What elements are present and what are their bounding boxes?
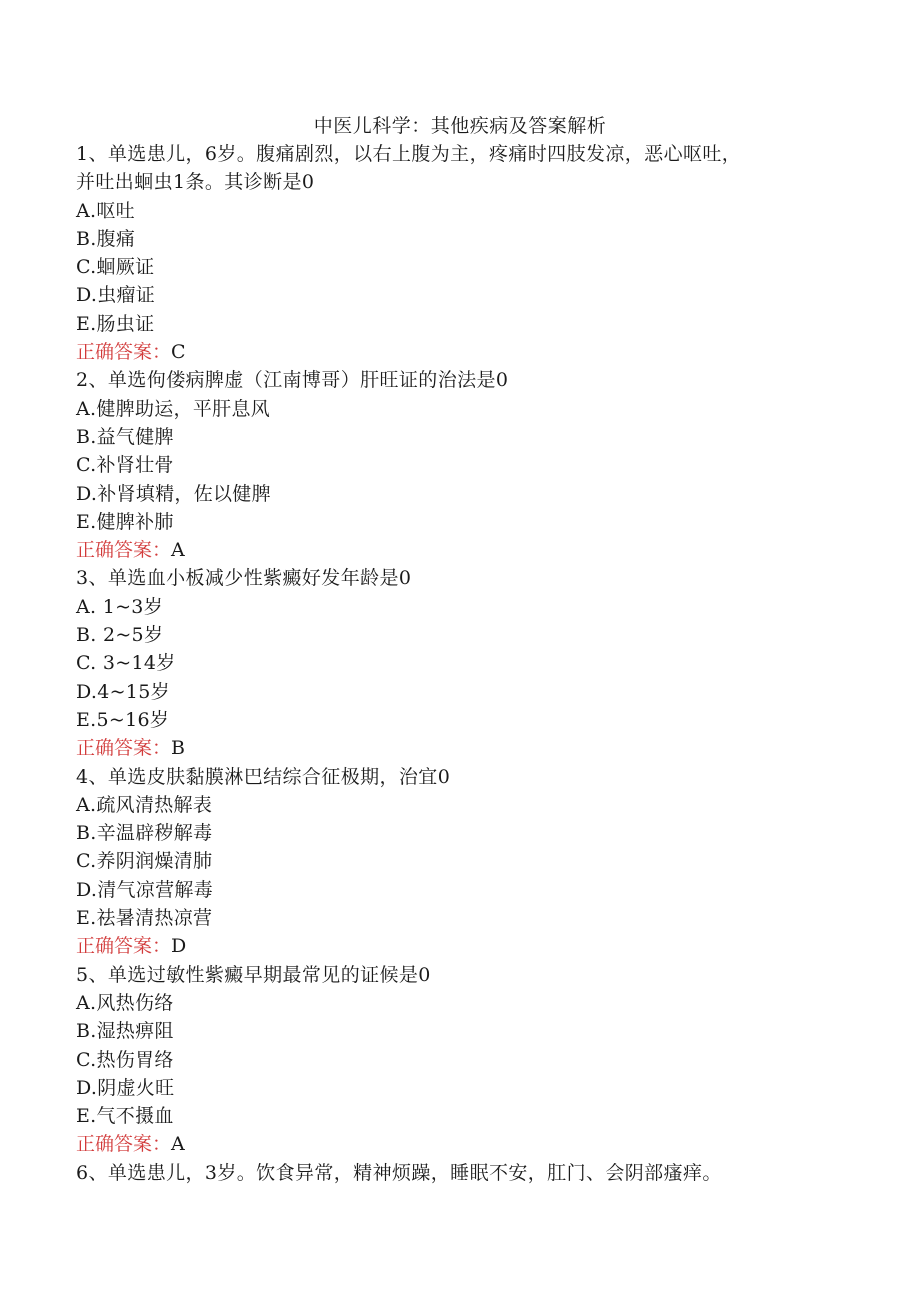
correct-answer-label: 正确答案：	[76, 737, 172, 760]
question-text: 4、单选皮肤黏膜淋巴结综合征极期，治宜0	[76, 765, 451, 788]
correct-answer-value: B	[171, 737, 185, 760]
answer-option: A. 1~3岁	[76, 595, 163, 618]
answer-option: E.健脾补肺	[76, 510, 174, 533]
correct-answer-value: A	[171, 539, 185, 562]
answer-option: E.祛暑清热凉营	[76, 907, 213, 930]
answer-option: B.辛温辟秽解毒	[76, 822, 213, 845]
question-list	[76, 140, 816, 1187]
question-text: 3、单选血小板减少性紫癜好发年龄是0	[76, 567, 412, 590]
correct-answer	[76, 932, 816, 960]
answer-option: E.5~16岁	[76, 708, 170, 731]
answer-option: A.疏风清热解表	[76, 793, 213, 816]
question-block	[76, 1159, 816, 1187]
answer-option: B.腹痛	[76, 227, 136, 250]
correct-answer-value: C	[171, 341, 186, 364]
correct-answer-label: 正确答案：	[76, 539, 172, 562]
question-text: 5、单选过敏性紫癜早期最常见的证候是0	[76, 963, 431, 986]
answer-option: A.呕吐	[76, 199, 135, 222]
correct-answer-value: A	[171, 1133, 185, 1156]
document-title: 中医儿科学：其他疾病及答案解析	[313, 115, 607, 137]
question-text: 并吐出蛔虫1条。其诊断是0	[76, 171, 315, 194]
correct-answer-label: 正确答案：	[76, 341, 172, 364]
question-block	[76, 564, 816, 762]
question-block	[76, 366, 816, 564]
answer-option: C.热伤胃络	[76, 1048, 174, 1071]
answer-option: C.蛔厥证	[76, 256, 155, 279]
answer-option: D.阴虚火旺	[76, 1076, 175, 1099]
correct-answer-label: 正确答案：	[76, 935, 172, 958]
question-block	[76, 961, 816, 1159]
answer-option: A.健脾助运，平肝息风	[76, 397, 271, 420]
answer-option: D.补肾填精，佐以健脾	[76, 482, 271, 505]
answer-option: B. 2~5岁	[76, 624, 164, 647]
question-block	[76, 763, 816, 961]
correct-answer	[76, 1130, 816, 1158]
correct-answer	[76, 734, 816, 762]
question-text: 1、单选患儿，6岁。腹痛剧烈，以右上腹为主，疼痛时四肢发凉，恶心呕吐，	[76, 143, 742, 165]
correct-answer-value: D	[171, 935, 187, 958]
answer-option: D.虫瘤证	[76, 284, 156, 307]
correct-answer-label: 正确答案：	[76, 1133, 172, 1156]
answer-option: C.养阴润燥清肺	[76, 850, 213, 873]
answer-option: C. 3~14岁	[76, 652, 176, 675]
question-text: 2、单选佝偻病脾虚（江南博哥）肝旺证的治法是0	[76, 369, 509, 392]
answer-option: A.风热伤络	[76, 991, 174, 1014]
correct-answer	[76, 536, 816, 564]
answer-option: D.清气凉营解毒	[76, 878, 213, 901]
answer-option: B.益气健脾	[76, 425, 174, 448]
answer-option: D.4~15岁	[76, 680, 170, 703]
answer-option: E.气不摄血	[76, 1105, 174, 1128]
correct-answer	[76, 338, 816, 366]
question-text: 6、单选患儿，3岁。饮食异常，精神烦躁，睡眠不安，肛门、会阴部瘙痒。	[76, 1161, 722, 1184]
answer-option: B.湿热痹阻	[76, 1020, 174, 1043]
answer-option: E.肠虫证	[76, 312, 155, 335]
question-block	[76, 140, 816, 366]
answer-option: C.补肾壮骨	[76, 454, 174, 477]
